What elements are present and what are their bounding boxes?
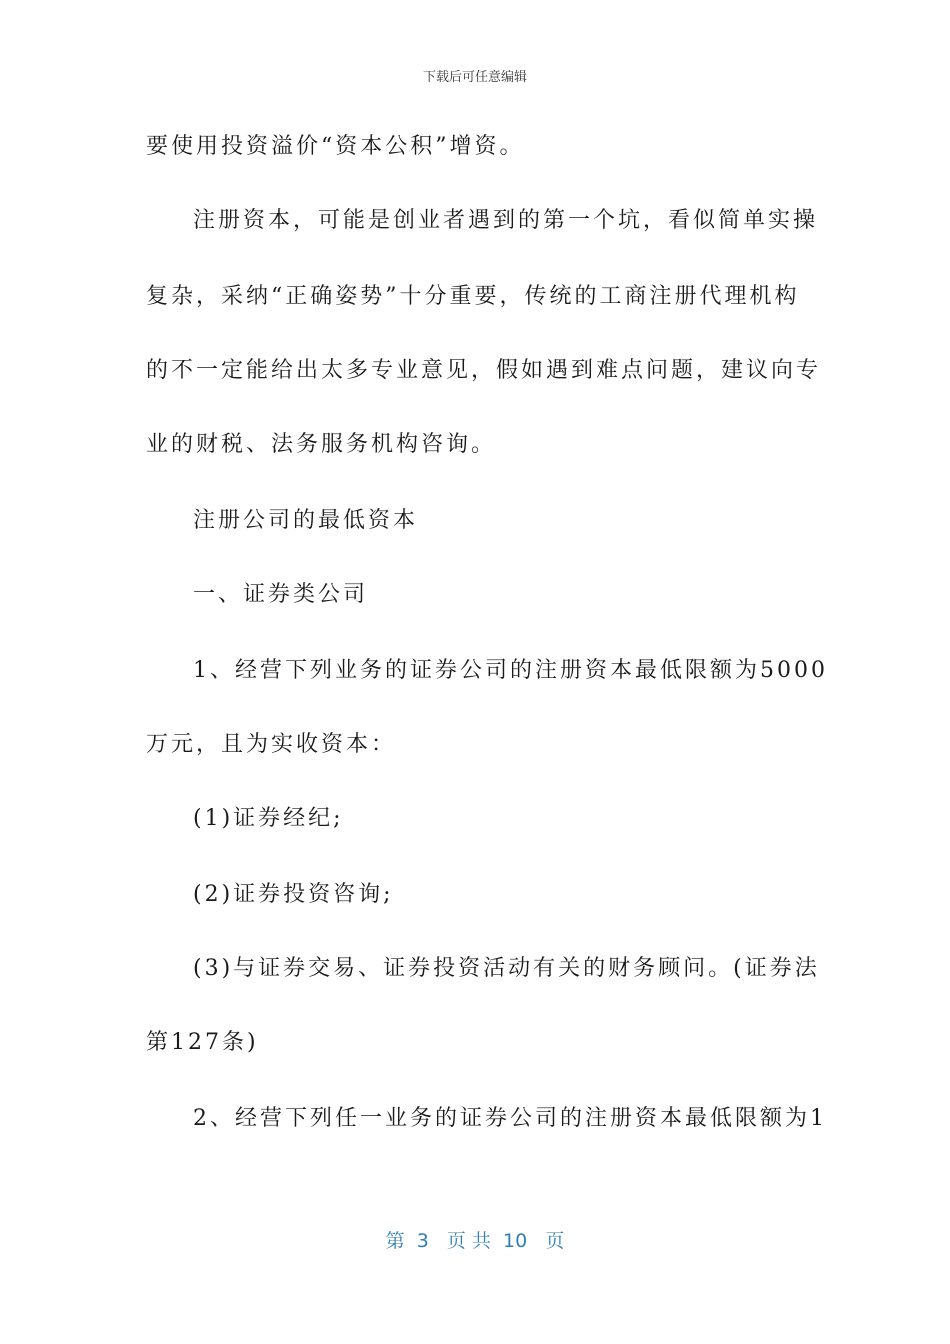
list-item-1: (1)证券经纪;: [193, 806, 344, 831]
paragraph-line-1: 要使用投资溢价“资本公积”增资。: [146, 134, 525, 159]
list-item-2: (2)证券投资咨询;: [193, 882, 394, 907]
paragraph-line-5: 业的财税、法务服务机构咨询。: [146, 432, 497, 457]
section-heading: 注册公司的最低资本: [193, 508, 419, 533]
list-item-3: (3)与证券交易、证券投资活动有关的财务顾问。(证券法: [193, 956, 820, 981]
paragraph-line-13: 第127条): [146, 1030, 259, 1055]
paragraph-line-8: 1、经营下列业务的证券公司的注册资本最低限额为5000: [193, 658, 828, 683]
page-number-footer: 第 3 页 共 10 页: [385, 1230, 565, 1252]
paragraph-line-2: 注册资本，可能是创业者遇到的第一个坑，看似简单实操: [193, 208, 819, 233]
page-header-note: 下载后可任意编辑: [422, 70, 527, 85]
subsection-heading: 一、证券类公司: [193, 582, 369, 607]
paragraph-line-9: 万元，且为实收资本：: [146, 732, 397, 757]
paragraph-line-3: 复杂，采纳“正确姿势”十分重要，传统的工商注册代理机构: [146, 284, 800, 309]
paragraph-line-4: 的不一定能给出太多专业意见，假如遇到难点问题，建议向专: [146, 358, 822, 383]
paragraph-line-14: 2、经营下列任一业务的证券公司的注册资本最低限额为1: [193, 1106, 827, 1131]
